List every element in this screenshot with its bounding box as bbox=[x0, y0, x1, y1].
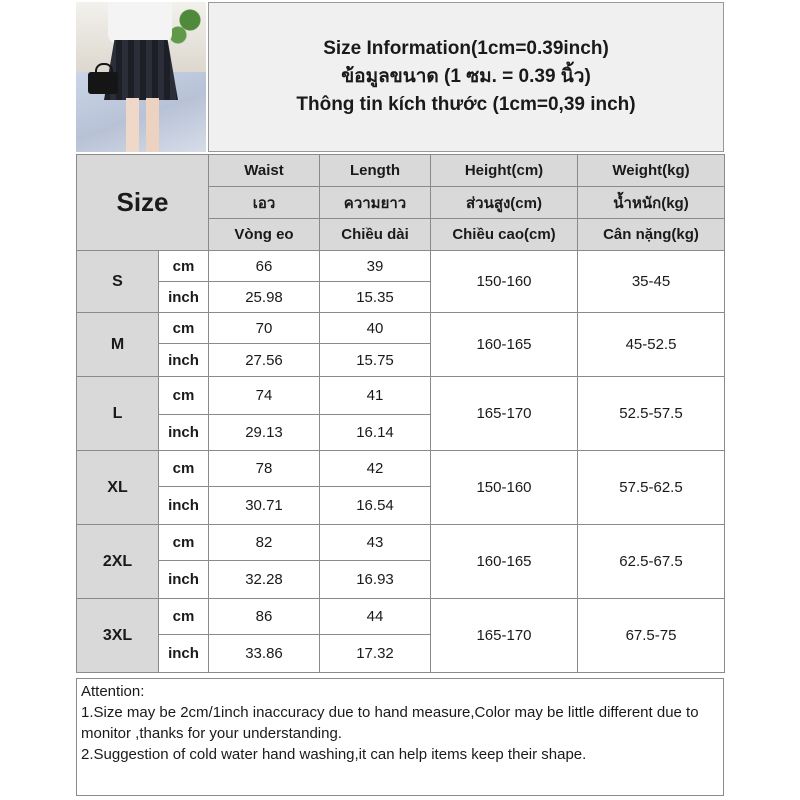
length-cm: 39 bbox=[320, 251, 431, 282]
header-length-th: ความยาว bbox=[320, 187, 431, 219]
table-row bbox=[77, 599, 725, 635]
height-range: 150-160 bbox=[431, 451, 578, 525]
table-row bbox=[77, 251, 725, 282]
header-length-vi: Chiều dài bbox=[320, 219, 431, 251]
height-range: 160-165 bbox=[431, 525, 578, 599]
length-inch: 16.93 bbox=[320, 561, 431, 599]
waist-inch: 30.71 bbox=[209, 487, 320, 525]
length-inch: 17.32 bbox=[320, 635, 431, 673]
title-english: Size Information(1cm=0.39inch) bbox=[323, 38, 609, 59]
size-header: Size bbox=[77, 155, 209, 251]
header-height-en: Height(cm) bbox=[431, 155, 578, 187]
size-label: 2XL bbox=[77, 525, 159, 599]
weight-range: 52.5-57.5 bbox=[578, 377, 725, 451]
title-thai: ข้อมูลขนาด (1 ซม. = 0.39 นิ้ว) bbox=[341, 66, 591, 87]
waist-cm: 74 bbox=[209, 377, 320, 415]
weight-range: 67.5-75 bbox=[578, 599, 725, 673]
height-range: 165-170 bbox=[431, 599, 578, 673]
length-inch: 16.54 bbox=[320, 487, 431, 525]
waist-cm: 70 bbox=[209, 313, 320, 344]
table-row bbox=[77, 377, 725, 415]
height-range: 160-165 bbox=[431, 313, 578, 377]
header-waist-vi: Vòng eo bbox=[209, 219, 320, 251]
table-row bbox=[77, 451, 725, 487]
header-height-vi: Chiều cao(cm) bbox=[431, 219, 578, 251]
size-chart-sheet bbox=[76, 2, 724, 796]
unit-inch: inch bbox=[159, 344, 209, 377]
waist-cm: 82 bbox=[209, 525, 320, 561]
title-box bbox=[208, 2, 724, 152]
header-weight-vi: Cân nặng(kg) bbox=[578, 219, 725, 251]
unit-inch: inch bbox=[159, 635, 209, 673]
unit-cm: cm bbox=[159, 377, 209, 415]
waist-inch: 25.98 bbox=[209, 282, 320, 313]
length-cm: 40 bbox=[320, 313, 431, 344]
length-inch: 16.14 bbox=[320, 415, 431, 451]
weight-range: 62.5-67.5 bbox=[578, 525, 725, 599]
waist-cm: 78 bbox=[209, 451, 320, 487]
length-inch: 15.75 bbox=[320, 344, 431, 377]
height-range: 165-170 bbox=[431, 377, 578, 451]
header-weight-th: น้ำหนัก(kg) bbox=[578, 187, 725, 219]
waist-inch: 27.56 bbox=[209, 344, 320, 377]
size-label: M bbox=[77, 313, 159, 377]
unit-cm: cm bbox=[159, 599, 209, 635]
length-cm: 44 bbox=[320, 599, 431, 635]
waist-cm: 66 bbox=[209, 251, 320, 282]
table-row bbox=[77, 313, 725, 344]
product-photo bbox=[76, 2, 206, 152]
attention-heading: Attention: bbox=[81, 683, 145, 700]
title-vietnamese: Thông tin kích thước (1cm=0,39 inch) bbox=[296, 94, 636, 115]
attention-box bbox=[76, 678, 724, 796]
waist-inch: 33.86 bbox=[209, 635, 320, 673]
size-label: XL bbox=[77, 451, 159, 525]
attention-note-1: 1.Size may be 2cm/1inch inaccuracy due to hand measure,Color may be little different due to monitor ,thanks for your understanding. bbox=[81, 704, 699, 742]
size-label: L bbox=[77, 377, 159, 451]
length-cm: 41 bbox=[320, 377, 431, 415]
unit-inch: inch bbox=[159, 415, 209, 451]
unit-inch: inch bbox=[159, 487, 209, 525]
unit-cm: cm bbox=[159, 251, 209, 282]
header-length-en: Length bbox=[320, 155, 431, 187]
header-weight-en: Weight(kg) bbox=[578, 155, 725, 187]
size-table bbox=[76, 154, 725, 673]
header-waist-en: Waist bbox=[209, 155, 320, 187]
length-inch: 15.35 bbox=[320, 282, 431, 313]
header-waist-th: เอว bbox=[209, 187, 320, 219]
weight-range: 57.5-62.5 bbox=[578, 451, 725, 525]
size-label: 3XL bbox=[77, 599, 159, 673]
waist-inch: 29.13 bbox=[209, 415, 320, 451]
unit-cm: cm bbox=[159, 451, 209, 487]
table-row bbox=[77, 525, 725, 561]
height-range: 150-160 bbox=[431, 251, 578, 313]
header-height-th: ส่วนสูง(cm) bbox=[431, 187, 578, 219]
length-cm: 42 bbox=[320, 451, 431, 487]
unit-cm: cm bbox=[159, 525, 209, 561]
unit-inch: inch bbox=[159, 282, 209, 313]
weight-range: 35-45 bbox=[578, 251, 725, 313]
weight-range: 45-52.5 bbox=[578, 313, 725, 377]
unit-inch: inch bbox=[159, 561, 209, 599]
length-cm: 43 bbox=[320, 525, 431, 561]
size-label: S bbox=[77, 251, 159, 313]
unit-cm: cm bbox=[159, 313, 209, 344]
attention-note-2: 2.Suggestion of cold water hand washing,it can help items keep their shape. bbox=[81, 746, 587, 763]
waist-cm: 86 bbox=[209, 599, 320, 635]
waist-inch: 32.28 bbox=[209, 561, 320, 599]
